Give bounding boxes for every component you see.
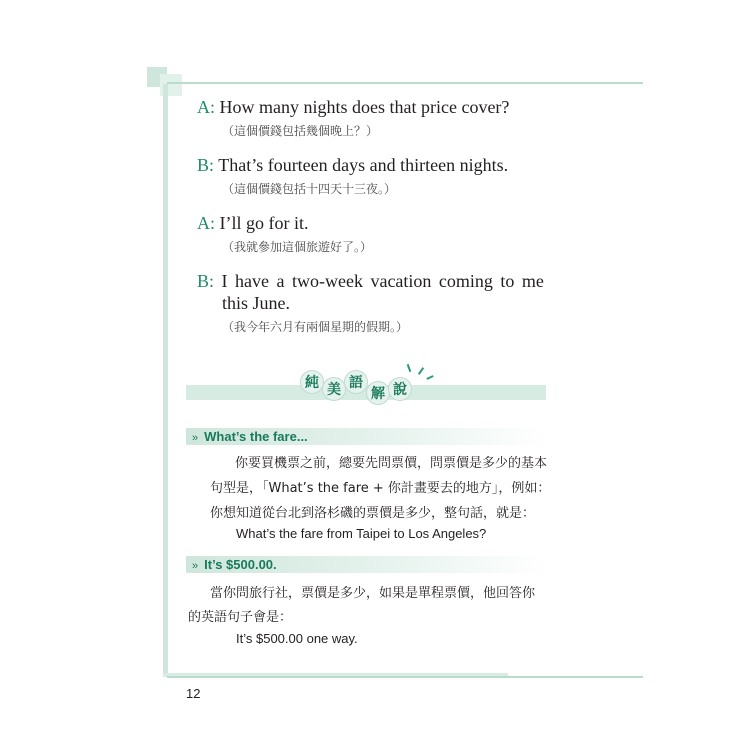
example-sentence: What’s the fare from Taipei to Los Angeles? — [236, 526, 487, 541]
dialogue-text: That’s fourteen days and thirteen nights. — [218, 155, 509, 175]
banner-char: 說 — [388, 377, 412, 401]
dialogue-translation: （這個價錢包括十四天十三夜。） — [222, 182, 397, 196]
dialogue-translation: （我今年六月有兩個星期的假期。） — [222, 320, 409, 334]
speaker-label: A: — [197, 97, 215, 117]
section-heading — [192, 429, 308, 444]
body-line: 當你問旅行社，票價是多少，如果是單程票價，他回答你 — [210, 586, 536, 601]
dialogue-text: I’ll go for it. — [219, 213, 309, 233]
chevron-icon: » — [192, 560, 199, 572]
speaker-label: B: — [197, 271, 215, 291]
dialogue-translation: （我就參加這個旅遊好了。） — [222, 240, 373, 254]
sparkle-icon — [407, 364, 412, 372]
speaker-label: A: — [197, 213, 215, 233]
section-heading-text: It’s $500.00. — [204, 557, 277, 572]
speaker-label: B: — [197, 155, 215, 175]
dialogue-line — [197, 96, 509, 118]
dialogue-line — [197, 154, 508, 176]
page-number: 12 — [186, 686, 201, 701]
section-heading-text: What’s the fare... — [204, 429, 308, 444]
section-heading — [192, 557, 277, 572]
top-rule — [167, 82, 643, 84]
dialogue-line — [197, 212, 308, 234]
bottom-rule — [167, 676, 643, 678]
banner-char: 美 — [322, 377, 346, 401]
body-line: 你要買機票之前，總要先問票價，問票價是多少的基本 — [235, 456, 548, 471]
dialogue-translation: （這個價錢包括幾個晚上？） — [222, 124, 379, 138]
banner-char: 語 — [344, 370, 368, 394]
body-line: 句型是，「What’s the fare + 你計畫要去的地方」，例如： — [210, 481, 551, 496]
dialogue-line — [197, 270, 544, 292]
banner-char: 純 — [300, 370, 324, 394]
left-rule — [163, 84, 168, 676]
body-line: 的英語句子會是： — [188, 610, 293, 625]
chevron-icon: » — [192, 432, 199, 444]
body-line: 你想知道從台北到洛杉磯的票價是多少，整句話，就是： — [210, 506, 536, 521]
banner-char: 解 — [366, 381, 390, 405]
sparkle-icon — [418, 367, 424, 375]
dialogue-text: How many nights does that price cover? — [219, 97, 510, 117]
dialogue-text-continued: this June. — [222, 293, 291, 313]
example-sentence: It’s $500.00 one way. — [236, 631, 358, 646]
sparkle-icon — [426, 375, 433, 380]
dialogue-text: I have a two-week vacation coming to me — [221, 271, 544, 291]
